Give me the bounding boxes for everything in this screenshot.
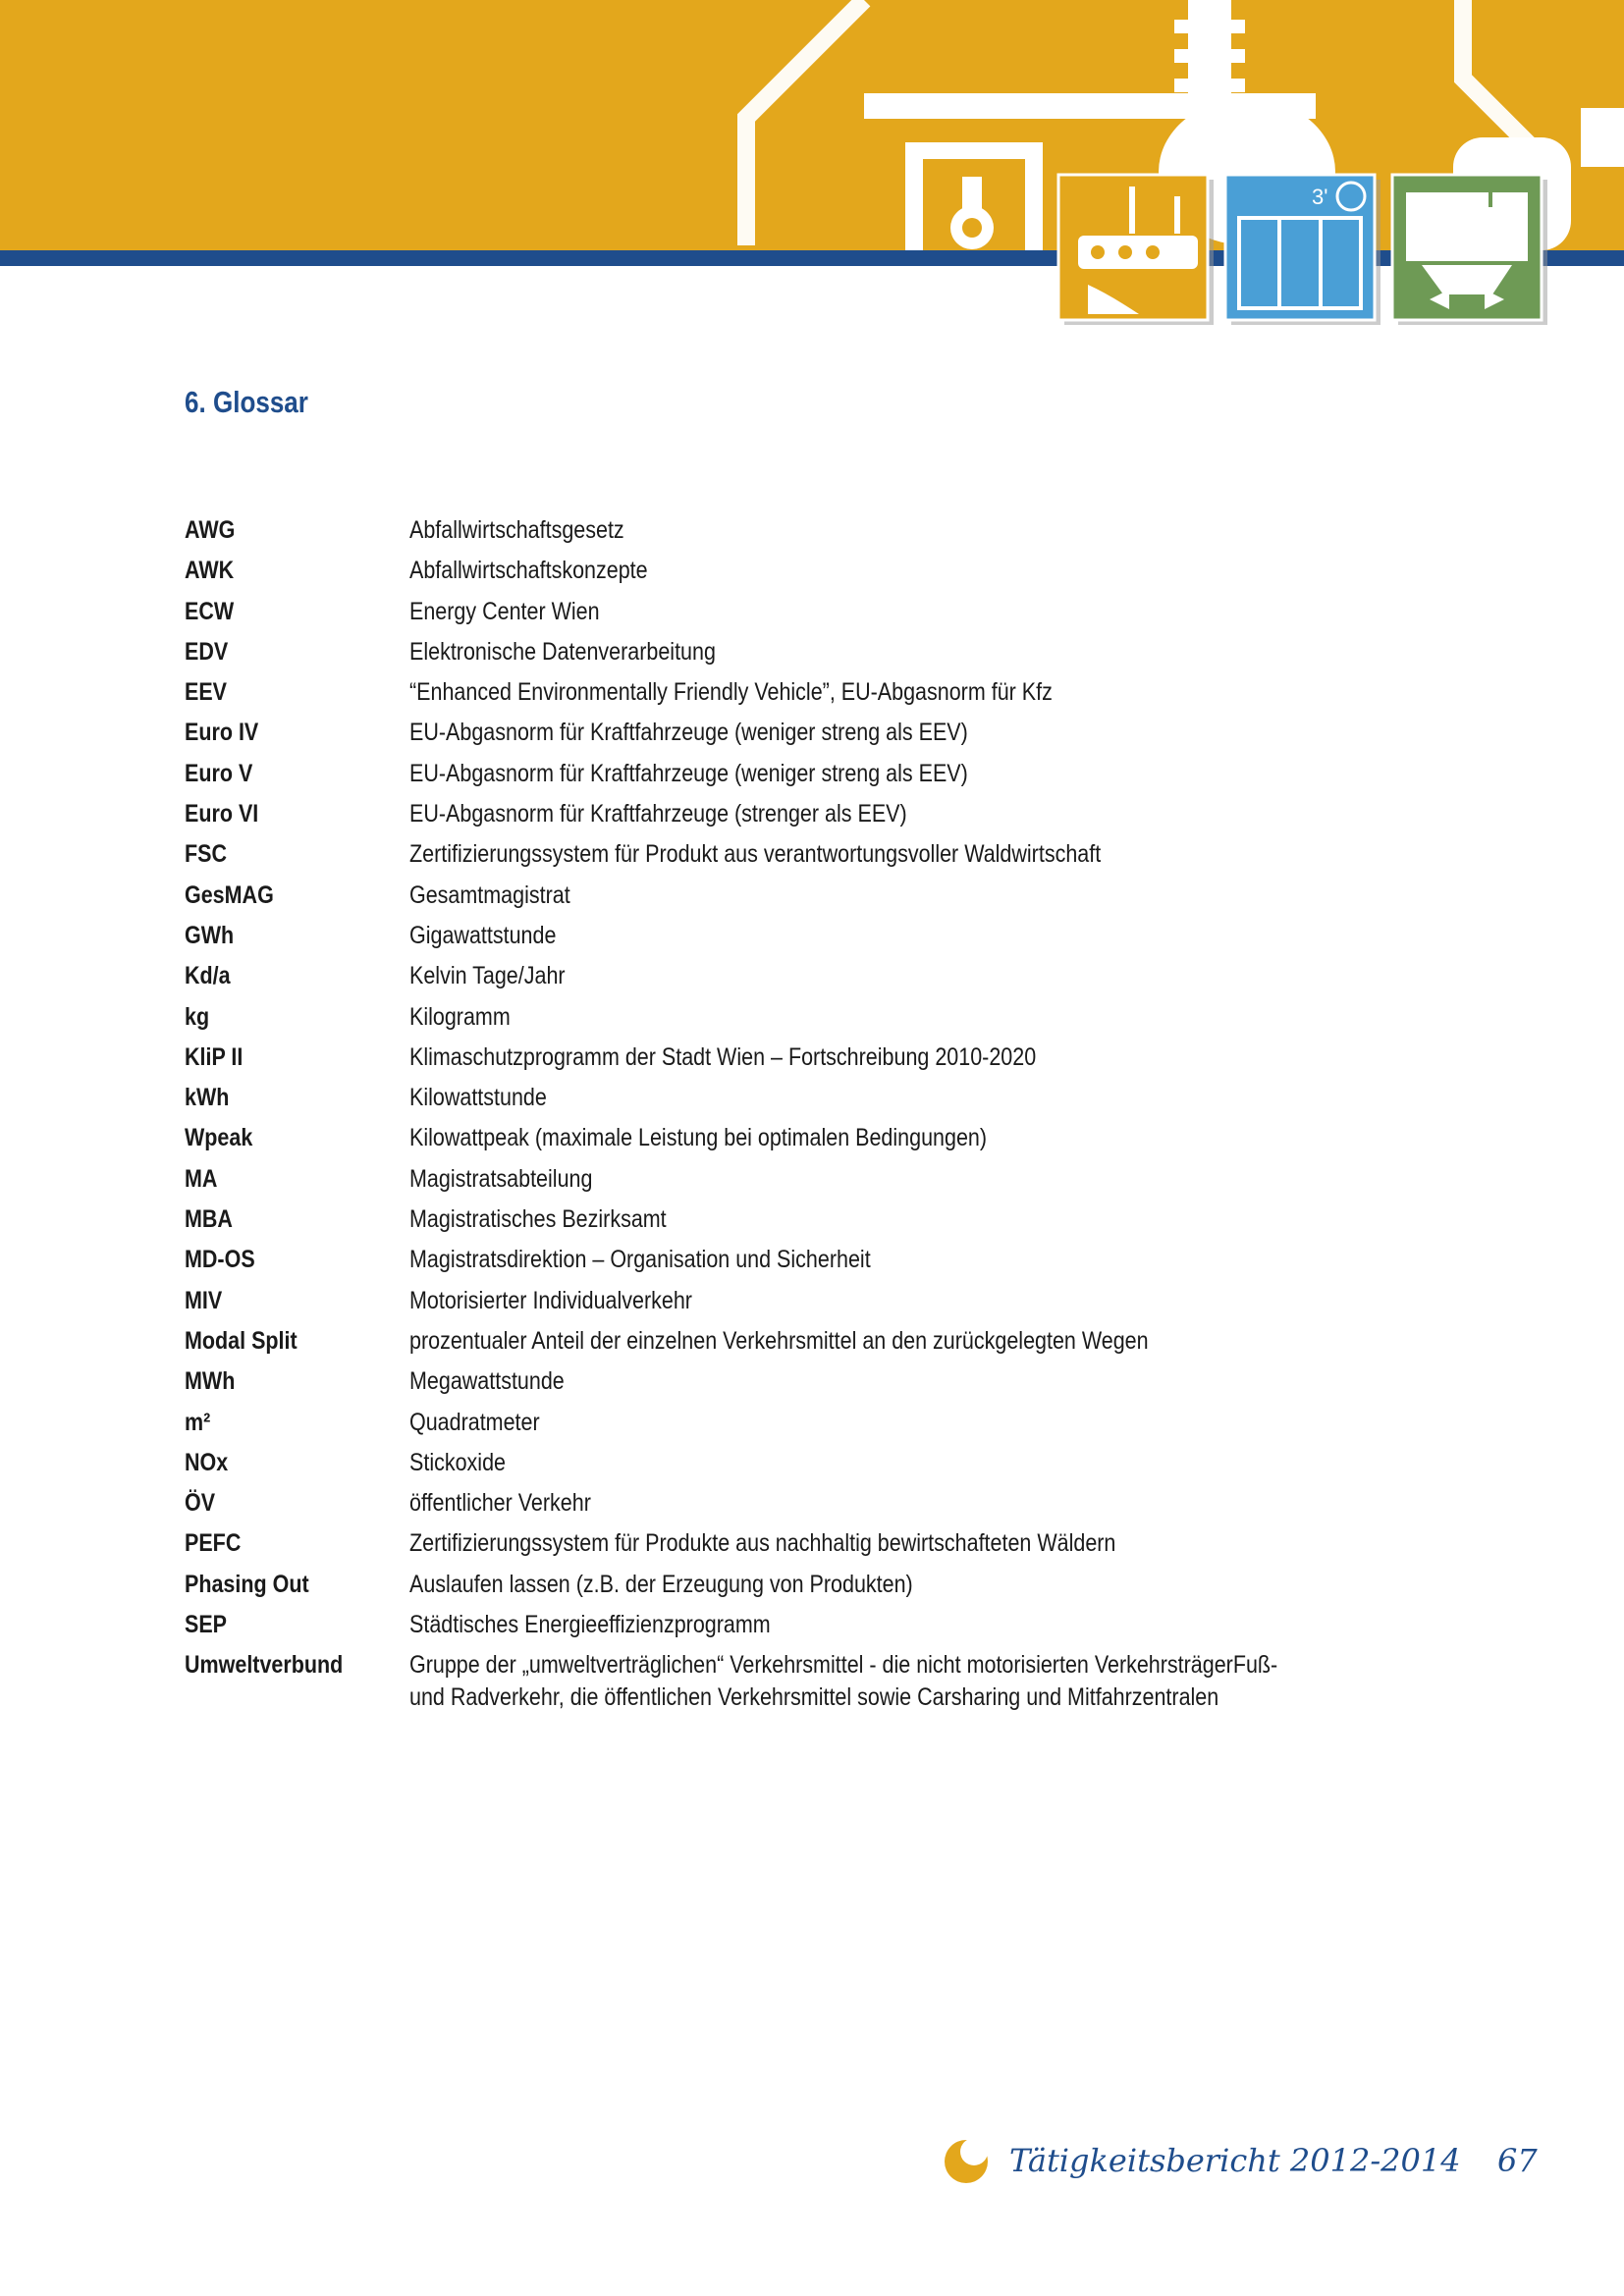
glossary-term: EDV: [185, 637, 229, 666]
glossary-entry: [185, 1163, 1461, 1203]
glossary-entry: [185, 1325, 1461, 1365]
glossary-entry: [185, 1649, 1461, 1714]
glossary-term: Modal Split: [185, 1326, 298, 1355]
glossary-definition: EU-Abgasnorm für Kraftfahrzeuge (weniger streng als EEV): [409, 719, 968, 747]
glossary-entry: [185, 1569, 1461, 1609]
glossary-definition: Zertifizierungssystem für Produkt aus verantwortungsvoller Waldwirtschaft: [409, 840, 1102, 869]
glossary-term: AWK: [185, 557, 235, 585]
glossary-definition: Magistratsdirektion – Organisation und Sicherheit: [409, 1246, 871, 1274]
crescent-logo-icon: [943, 2138, 990, 2185]
glossary-definition: Auslaufen lassen (z.B. der Erzeugung von Produkten): [409, 1570, 913, 1598]
glossary-term: Euro V: [185, 759, 253, 787]
glossary-entry: [185, 717, 1461, 757]
glossary-definition: öffentlicher Verkehr: [409, 1489, 591, 1518]
glossary-definition: Stickoxide: [409, 1448, 506, 1476]
glossary-entry: [185, 960, 1461, 1000]
glossary-entry: [185, 1041, 1461, 1082]
glossary-entry: [185, 1244, 1461, 1284]
glossary-term: MD-OS: [185, 1246, 255, 1274]
glossary-entry: [185, 758, 1461, 798]
glossary-entry: [185, 1609, 1461, 1649]
glossary-entry: [185, 1447, 1461, 1487]
window-ventilation-icon: [1225, 175, 1380, 325]
footer-report-title: Tätigkeitsbericht 2012-2014: [1009, 2142, 1461, 2179]
glossary-entry: [185, 1365, 1461, 1406]
glossary-entry: [185, 555, 1461, 595]
glossary-definition: Gruppe der „umweltverträglichen“ Verkehrsmittel - die nicht motorisierten VerkehrsträgerFuß- und Radverkehr, die öffentlichen Verkehrsmittel sowie Carsharing und Mitfahrzentralen: [409, 1651, 1278, 1712]
glossary-entry: [185, 1203, 1461, 1244]
page-number: 67: [1497, 2142, 1538, 2179]
glossary-entry: [185, 920, 1461, 960]
glossary-definition: EU-Abgasnorm für Kraftfahrzeuge (weniger streng als EEV): [409, 759, 968, 787]
glossary-term: MBA: [185, 1205, 233, 1234]
glossary-definition: Städtisches Energieeffizienzprogramm: [409, 1611, 771, 1639]
hand-towel-dispenser-icon: [1392, 175, 1547, 325]
glossary-definition: Megawattstunde: [409, 1367, 565, 1396]
glossary-entry: [185, 636, 1461, 676]
glossary-definition: Magistratsabteilung: [409, 1164, 593, 1193]
glossary-definition: Zertifizierungssystem für Produkte aus nachhaltig bewirtschafteten Wäldern: [409, 1529, 1116, 1558]
page-title: 6. Glossar: [185, 385, 308, 419]
glossary-term: MWh: [185, 1367, 236, 1396]
glossary-term: GWh: [185, 921, 235, 949]
glossary-definition: Kilowattstunde: [409, 1084, 547, 1112]
glossary-definition: Gigawattstunde: [409, 921, 557, 949]
glossary-term: SEP: [185, 1611, 228, 1639]
glossary-term: kWh: [185, 1084, 230, 1112]
glossary-entry: [185, 1285, 1461, 1325]
glossary-entry: [185, 1082, 1461, 1122]
glossary-term: PEFC: [185, 1529, 242, 1558]
glossary-definition: Elektronische Datenverarbeitung: [409, 637, 716, 666]
glossary-entry: [185, 596, 1461, 636]
glossary-term: ÖV: [185, 1489, 216, 1518]
glossary-term: EEV: [185, 678, 228, 707]
glossary-term: Euro VI: [185, 800, 259, 828]
glossary-entry: [185, 1001, 1461, 1041]
footer: [943, 2132, 1551, 2191]
glossary-list: [185, 514, 1461, 1714]
glossary-term: Euro IV: [185, 719, 259, 747]
glossary-definition: “Enhanced Environmentally Friendly Vehicle”, EU-Abgasnorm für Kfz: [409, 678, 1053, 707]
glossary-entry: [185, 798, 1461, 838]
glossary-entry: [185, 514, 1461, 555]
power-strip-plug-icon: [1058, 175, 1214, 325]
glossary-definition: Energy Center Wien: [409, 597, 600, 625]
glossary-entry: [185, 1487, 1461, 1527]
glossary-entry: [185, 1527, 1461, 1568]
glossary-term: MIV: [185, 1286, 223, 1314]
glossary-term: GesMAG: [185, 881, 274, 909]
glossary-definition: Kilogramm: [409, 1002, 511, 1031]
glossary-entry: [185, 880, 1461, 920]
glossary-term: MA: [185, 1164, 218, 1193]
glossary-definition: Kilowattpeak (maximale Leistung bei optimalen Bedingungen): [409, 1124, 988, 1152]
glossary-term: Phasing Out: [185, 1570, 309, 1598]
glossary-definition: Kelvin Tage/Jahr: [409, 962, 566, 990]
glossary-definition: Abfallwirtschaftsgesetz: [409, 516, 624, 544]
glossary-definition: prozentualer Anteil der einzelnen Verkehrsmittel an den zurückgelegten Wegen: [409, 1326, 1149, 1355]
glossary-term: KliP II: [185, 1042, 244, 1071]
glossary-definition: EU-Abgasnorm für Kraftfahrzeuge (strenger als EEV): [409, 800, 907, 828]
glossary-term: NOx: [185, 1448, 229, 1476]
glossary-definition: Klimaschutzprogramm der Stadt Wien – Fortschreibung 2010-2020: [409, 1042, 1037, 1071]
glossary-term: Kd/a: [185, 962, 231, 990]
glossary-definition: Quadratmeter: [409, 1408, 540, 1436]
glossary-entry: [185, 1407, 1461, 1447]
glossary-definition: Motorisierter Individualverkehr: [409, 1286, 692, 1314]
glossary-term: ECW: [185, 597, 235, 625]
glossary-definition: Abfallwirtschaftskonzepte: [409, 557, 648, 585]
glossary-entry: [185, 1122, 1461, 1162]
glossary-definition: Magistratisches Bezirksamt: [409, 1205, 667, 1234]
glossary-term: m²: [185, 1408, 211, 1436]
glossary-term: kg: [185, 1002, 210, 1031]
glossary-definition: Gesamtmagistrat: [409, 881, 570, 909]
glossary-term: Umweltverbund: [185, 1651, 344, 1680]
glossary-term: FSC: [185, 840, 227, 869]
header-banner: [0, 0, 1624, 353]
glossary-term: AWG: [185, 516, 236, 544]
svg-text:3': 3': [1312, 185, 1328, 209]
glossary-entry: [185, 676, 1461, 717]
glossary-term: Wpeak: [185, 1124, 253, 1152]
glossary-entry: [185, 838, 1461, 879]
